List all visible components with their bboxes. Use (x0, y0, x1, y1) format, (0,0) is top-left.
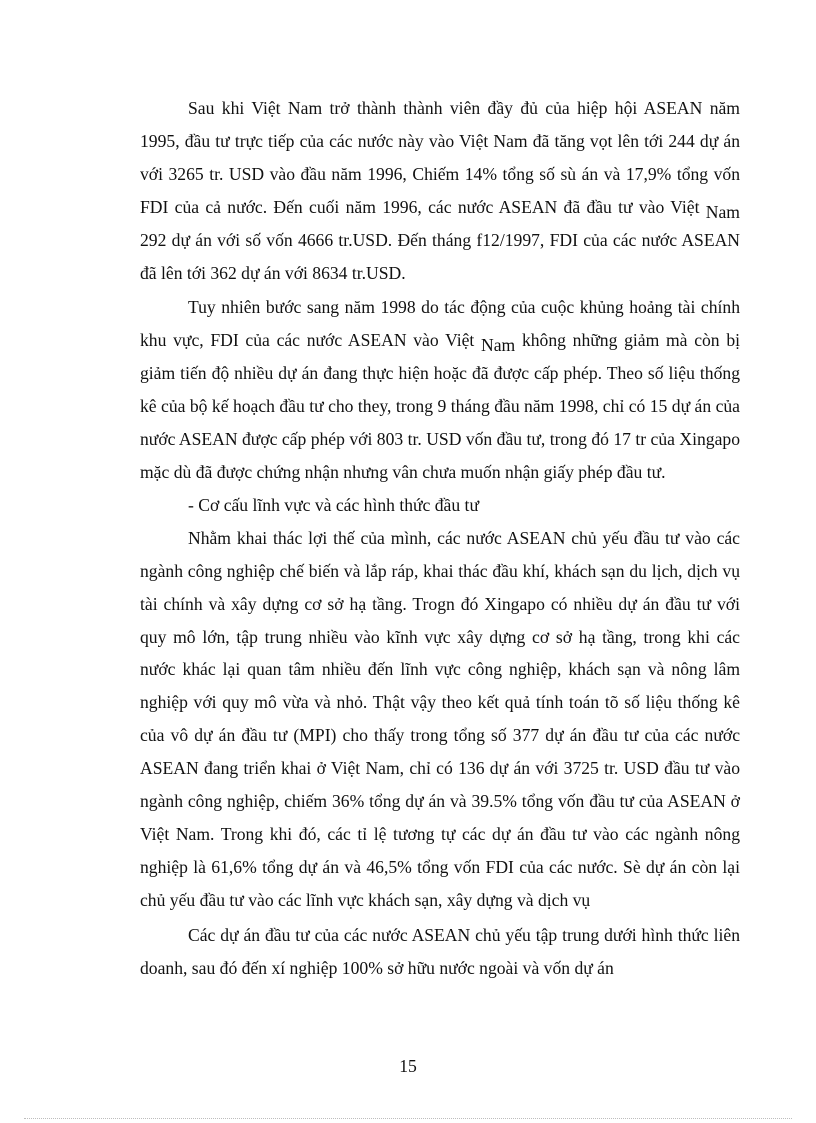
paragraph-investment-forms: Các dự án đầu tư của các nước ASEAN chủ yếu tập trung dưới hình thức liên doanh, sau đó đến xí nghiệp 100% sở hữu nước ngoài và vốn dự án (140, 924, 740, 978)
paragraph-2-text-b: không những giảm mà còn bị giảm tiến độ nhiều dự án đang thực hiện hoặc đã được cấp phép. Theo số liệu thống kê của bộ kế hoạch đầu tư cho they, trong 9 tháng đầu năm 1998, chỉ có 15 dự án của nước ASEAN được cấp phép với 803 tr. USD vốn đầu tư, trong đó 17 tr của Xingapo mặc dù đã được chứng nhận nhưng vân chưa muốn nhận giấy phép đầu tư. (140, 330, 741, 482)
paragraph-1-text-a: Sau khi Việt Nam trở thành thành viên đầy đủ của hiệp hội ASEAN năm 1995, đầu tư trực tiếp của các nước này vào Việt Nam đã tăng vọt lên tới 244 dự án với 3265 tr. USD vào đầu năm 1996, Chiếm 14% tổng số sù án và 17,9% tổng vốn FDI của cả nước. Đến cuối năm 1996, các nước ASEAN đã đầu tư vào Việt (140, 98, 740, 217)
paragraph-2-text-a: Tuy nhiên bước sang năm 1998 do tác động của cuộc khủng hoảng tài chính khu vực, FDI của các nước ASEAN vào Việt (140, 297, 740, 351)
section-bullet-heading: - Cơ cấu lĩnh vực và các hình thức đầu tư (188, 494, 479, 515)
paragraph-2-subscript: Nam (481, 335, 516, 356)
document-body (140, 92, 740, 984)
paragraph-asean-investment-growth (140, 92, 740, 289)
paragraph-1-text-b: 292 dự án với số vốn 4666 tr.USD. Đến tháng f12/1997, FDI của các nước ASEAN đã lên tới 362 dự án với 8634 tr.USD. (140, 229, 740, 283)
paragraph-sector-structure: Nhằm khai thác lợi thế của mình, các nước ASEAN chủ yếu đầu tư vào các ngành công nghiệp chế biến và lắp ráp, khai thác đầu khí, khách sạn du lịch, dịch vụ tài chính và xây dựng cơ sở hạ tầng. Trogn đó Xingapo có nhiều dự án đầu tư với quy mô lớn, tập trung nhiều vào kĩnh vực xây dựng cơ sở hạ tầng, trong khi các nước khác lại quan tâm nhiều đến lĩnh vực công nghiệp, khách sạn và nông lâm nghiệp với quy mô vừa và nhỏ. Thật vậy theo kết quả tính toán tõ số liệu thống kê của vô dự án đầu tư (MPI) cho thấy trong tổng số 377 dự án đầu tư của các nước ASEAN đang triển khai ở Việt Nam, chỉ có 136 dự án với 3725 tr. USD đầu tư vào ngành công nghiệp, chiếm 36% tổng dự án và 39.5% tổng vốn đầu tư của ASEAN ở Việt Nam. Trong khi đó, các tỉ lệ tương tự các dự án đầu tư vào các ngành nông nghiệp là 61,6% tổng dự án và 46,5% tổng vốn FDI của các nước. Sè dự án còn lại chủ yếu đầu tư vào các lĩnh vực khách sạn, xây dựng và dịch vụ (140, 527, 740, 910)
page-bottom-divider (24, 1118, 792, 1119)
paragraph-1998-crisis (140, 291, 740, 488)
paragraph-1-subscript: Nam (705, 201, 740, 222)
page-number: 15 (399, 1056, 417, 1076)
